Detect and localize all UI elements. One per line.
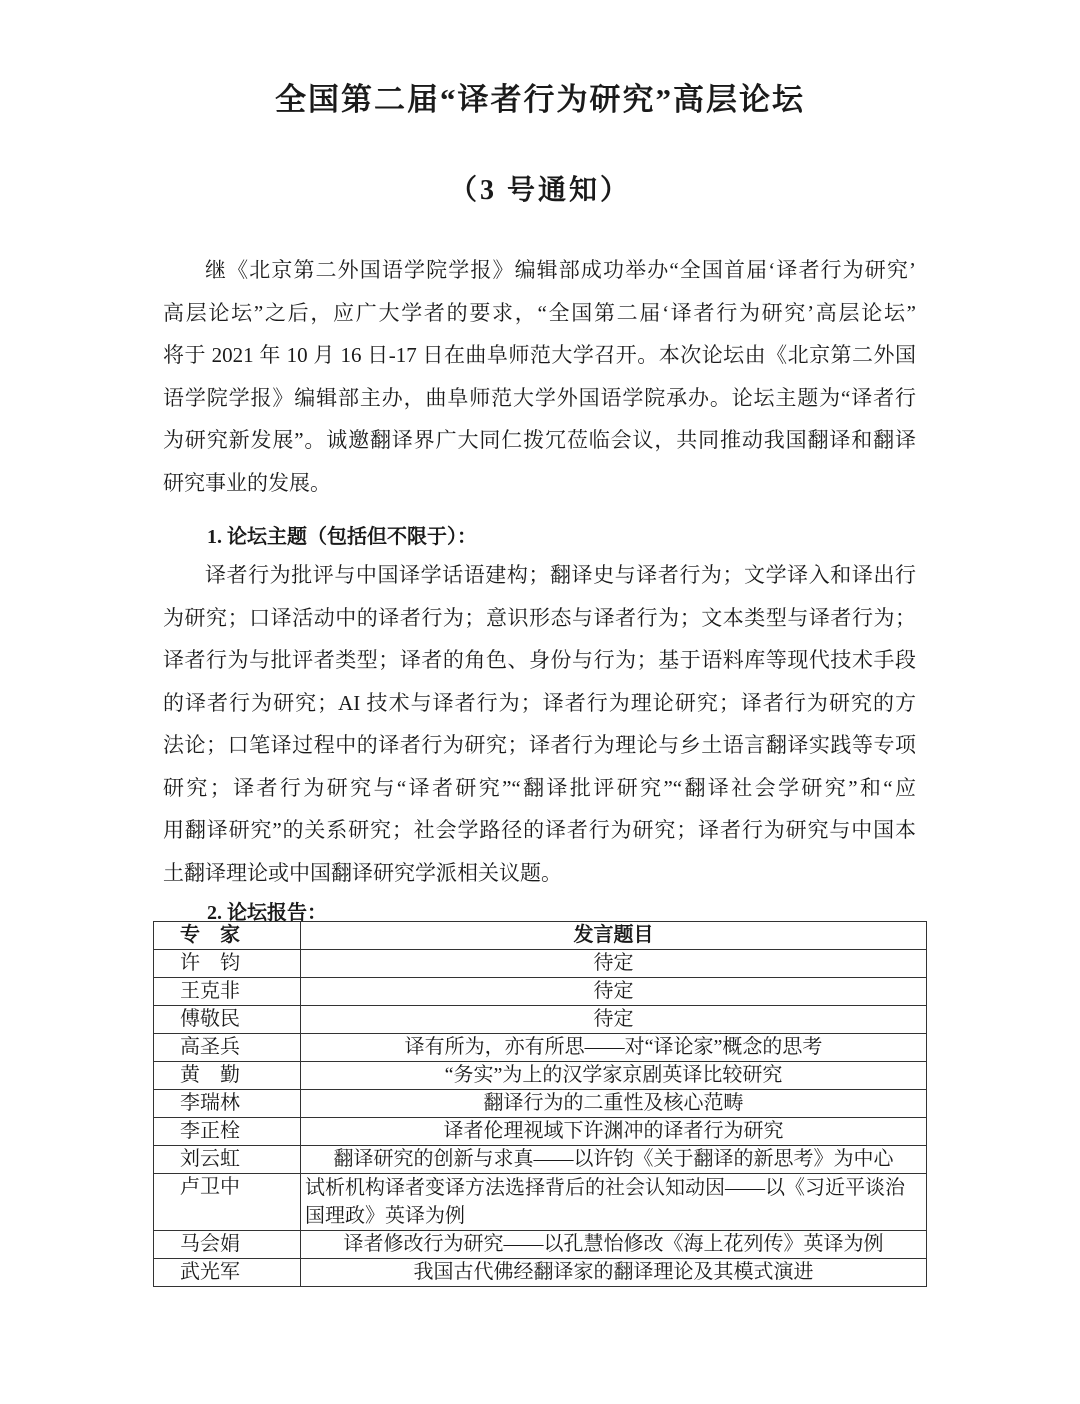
table-row xyxy=(154,1174,927,1231)
header-topic: 发言题目 xyxy=(301,922,927,950)
speech-topic: 待定 xyxy=(301,1006,927,1034)
section1-line: 法论；口笔译过程中的译者行为研究；译者行为理论与乡土语言翻译实践等专项 xyxy=(163,733,916,757)
intro-line: 继《北京第二外国语学院学报》编辑部成功举办“全国首届‘译者行为研究’ xyxy=(205,258,916,282)
speech-topic: 我国古代佛经翻译家的翻译理论及其模式演进 xyxy=(301,1259,927,1287)
section1-paragraph xyxy=(163,554,916,894)
speaker-name: 许 钧 xyxy=(154,950,301,978)
document-subtitle: （3 号通知） xyxy=(448,175,631,206)
intro-line: 为研究新发展”。诚邀翻译界广大同仁拨冗莅临会议，共同推动我国翻译和翻译 xyxy=(163,428,916,452)
table-header-row xyxy=(154,922,927,950)
table-row xyxy=(154,978,927,1006)
section1-heading: 1. 论坛主题（包括但不限于）： xyxy=(207,526,477,548)
speaker-name: 傅敬民 xyxy=(154,1006,301,1034)
intro-line: 将于 2021 年 10 月 16 日-17 日在曲阜师范大学召开。本次论坛由《北京第二外国 xyxy=(163,343,916,367)
table-row xyxy=(154,1062,927,1090)
table-row xyxy=(154,950,927,978)
speaker-name: 李瑞林 xyxy=(154,1090,301,1118)
table-row xyxy=(154,1259,927,1287)
speech-topic: 译者修改行为研究——以孔慧怡修改《海上花列传》英译为例 xyxy=(301,1231,927,1259)
document-title: 全国第二届“译者行为研究”高层论坛 xyxy=(275,82,805,117)
speaker-name: 李正栓 xyxy=(154,1118,301,1146)
speaker-name: 高圣兵 xyxy=(154,1034,301,1062)
speech-topic: 翻译行为的二重性及核心范畴 xyxy=(301,1090,927,1118)
section2-heading: 2. 论坛报告： xyxy=(207,902,327,924)
speech-topic: 待定 xyxy=(301,950,927,978)
section1-line: 用翻译研究”的关系研究；社会学路径的译者行为研究；译者行为研究与中国本 xyxy=(163,818,916,842)
speech-topic: 译有所为，亦有所思——对“译论家”概念的思考 xyxy=(301,1034,927,1062)
table-row xyxy=(154,1118,927,1146)
section1-line: 土翻译理论或中国翻译研究学派相关议题。 xyxy=(163,860,562,885)
speech-topic: 翻译研究的创新与求真——以许钧《关于翻译的新思考》为中心 xyxy=(301,1146,927,1174)
header-speaker: 专 家 xyxy=(154,922,301,950)
speech-topic: “务实”为上的汉学家京剧英译比较研究 xyxy=(301,1062,927,1090)
speech-topic: 译者伦理视域下许渊冲的译者行为研究 xyxy=(301,1118,927,1146)
speakers-table xyxy=(153,921,927,1287)
table-row xyxy=(154,1034,927,1062)
speech-topic: 试析机构译者变译方法选择背后的社会认知动因——以《习近平谈治国理政》英译为例 xyxy=(301,1174,927,1231)
speaker-name: 卢卫中 xyxy=(154,1174,301,1231)
section1-line: 译者行为批评与中国译学话语建构；翻译史与译者行为；文学译入和译出行 xyxy=(205,563,916,587)
table-row xyxy=(154,1146,927,1174)
intro-line: 高层论坛”之后，应广大学者的要求，“全国第二届‘译者行为研究’高层论坛” xyxy=(163,300,916,325)
section1-line: 研究；译者行为研究与“译者研究”“翻译批评研究”“翻译社会学研究”和“应 xyxy=(163,775,916,800)
intro-line: 研究事业的发展。 xyxy=(163,470,331,495)
intro-line: 语学院学报》编辑部主办，曲阜师范大学外国语学院承办。论坛主题为“译者行 xyxy=(163,385,916,410)
section1-line: 译者行为与批评者类型；译者的角色、身份与行为；基于语料库等现代技术手段 xyxy=(163,648,916,672)
speaker-name: 马会娟 xyxy=(154,1231,301,1259)
speech-topic: 待定 xyxy=(301,978,927,1006)
table-row xyxy=(154,1090,927,1118)
speaker-name: 刘云虹 xyxy=(154,1146,301,1174)
table-row xyxy=(154,1231,927,1259)
table-row xyxy=(154,1006,927,1034)
section1-line: 的译者行为研究；AI 技术与译者行为；译者行为理论研究；译者行为研究的方 xyxy=(163,690,916,715)
speaker-name: 黄 勤 xyxy=(154,1062,301,1090)
speaker-name: 武光军 xyxy=(154,1259,301,1287)
intro-paragraph xyxy=(163,249,916,504)
section1-line: 为研究；口译活动中的译者行为；意识形态与译者行为；文本类型与译者行为； xyxy=(163,605,916,630)
speaker-name: 王克非 xyxy=(154,978,301,1006)
